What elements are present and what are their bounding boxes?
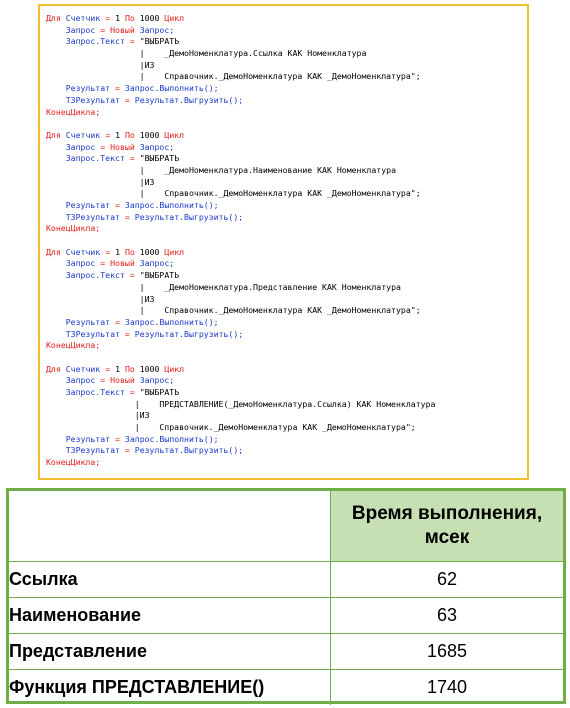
identifier-result: Результат [65, 83, 111, 94]
operator-assign: = [115, 316, 120, 327]
query-text: |ИЗ [139, 293, 155, 304]
keyword-new: Новый [110, 24, 135, 35]
identifier-result: Результат [65, 316, 111, 327]
keyword-loop: Цикл [164, 246, 185, 257]
operator-assign: = [129, 36, 135, 47]
operator-assign: = [124, 445, 130, 456]
code-line-query-body [46, 188, 527, 200]
timing-table [9, 491, 563, 705]
identifier-result: Результат [65, 433, 111, 444]
number-literal: 1 [115, 363, 120, 374]
operator-assign: = [124, 94, 130, 105]
query-text: | Справочник._ДемоНоменклатура КАК _ДемоНоменклатура"; [139, 188, 421, 199]
operator-assign: = [105, 129, 111, 140]
identifier-query: Запрос [65, 24, 96, 35]
operator-assign: = [124, 211, 130, 222]
operator-assign: = [129, 387, 135, 397]
identifier-query: Запрос [65, 258, 96, 269]
code-line-query-body [46, 71, 527, 83]
number-literal: 1 [115, 246, 120, 257]
code-line-new-query [46, 258, 527, 270]
keyword-for: Для [46, 13, 61, 23]
code-line-query-body [46, 60, 527, 72]
keyword-end-loop: КонецЦикла; [46, 223, 101, 234]
table-row [9, 562, 563, 598]
identifier-query: Запрос [65, 141, 96, 152]
method-execute: Запрос.Выполнить(); [124, 83, 219, 94]
code-listing [38, 4, 529, 480]
row-value: 62 [331, 562, 564, 598]
keyword-for: Для [46, 129, 61, 140]
code-line-for [46, 130, 527, 142]
method-execute: Запрос.Выполнить(); [124, 433, 219, 444]
code-line-end-loop [46, 223, 527, 235]
operator-assign: = [115, 200, 120, 210]
identifier-query-text: Запрос.Текст [65, 270, 125, 281]
keyword-end-loop: КонецЦикла; [46, 457, 101, 468]
keyword-new: Новый [110, 141, 135, 152]
keyword-new: Новый [110, 258, 135, 269]
query-text: |ИЗ [134, 410, 150, 421]
query-text: | Справочник._ДемоНоменклатура КАК _ДемоНоменклатура"; [134, 422, 416, 433]
identifier-query: Запрос [65, 375, 96, 386]
keyword-for: Для [46, 246, 61, 257]
code-line-new-query [46, 375, 527, 387]
method-unload: Результат.Выгрузить(); [134, 94, 244, 105]
row-label: Представление [9, 634, 331, 670]
code-line-new-query [46, 142, 527, 154]
operator-assign: = [100, 375, 106, 386]
code-line-query-text [46, 387, 527, 399]
operator-assign: = [105, 13, 111, 23]
identifier-query-type: Запрос; [139, 141, 175, 152]
results-table [6, 488, 566, 704]
query-text: | Справочник._ДемоНоменклатура КАК _ДемоНоменклатура"; [139, 71, 421, 82]
query-text: |ИЗ [139, 176, 155, 187]
code-line-query-body [46, 165, 527, 177]
operator-assign: = [129, 153, 135, 164]
row-label: Наименование [9, 598, 331, 634]
method-execute: Запрос.Выполнить(); [124, 316, 219, 327]
keyword-to: По [124, 246, 135, 257]
code-line-query-body [46, 282, 527, 294]
query-text: | _ДемоНоменклатура.Ссылка КАК Номенклатура [139, 48, 367, 59]
query-text: | _ДемоНоменклатура.Представление КАК Номенклатура [139, 281, 401, 292]
query-text: | _ДемоНоменклатура.Наименование КАК Номенклатура [139, 164, 396, 175]
keyword-end-loop: КонецЦикла; [46, 106, 101, 117]
code-line-for [46, 13, 527, 25]
code-line-new-query [46, 25, 527, 37]
code-line-query-body [46, 305, 527, 317]
operator-assign: = [129, 270, 135, 281]
table-row [9, 598, 563, 634]
code-blank-line [46, 235, 527, 247]
query-text: |ИЗ [139, 59, 155, 70]
code-line-unload [46, 329, 527, 341]
identifier-query-text: Запрос.Текст [65, 387, 125, 397]
code-line-unload [46, 445, 527, 457]
row-value: 1740 [331, 670, 564, 706]
keyword-loop: Цикл [164, 13, 185, 23]
code-line-execute [46, 200, 527, 212]
code-line-query-text [46, 270, 527, 282]
identifier-query-type: Запрос; [139, 24, 175, 35]
method-unload: Результат.Выгрузить(); [134, 445, 244, 456]
identifier-counter: Счетчик [65, 246, 101, 257]
identifier-table-result: ТЗРезультат [65, 445, 120, 456]
table-corner-cell [9, 491, 331, 562]
code-line-query-body [46, 294, 527, 306]
identifier-counter: Счетчик [65, 129, 101, 140]
code-line-unload [46, 95, 527, 107]
identifier-result: Результат [65, 200, 111, 210]
code-line-query-text [46, 36, 527, 48]
operator-assign: = [100, 141, 106, 152]
string-select: "ВЫБРАТЬ [139, 36, 180, 47]
row-value: 1685 [331, 634, 564, 670]
code-line-execute [46, 434, 527, 446]
operator-assign: = [100, 24, 106, 35]
code-line-query-body [46, 48, 527, 60]
keyword-to: По [124, 363, 135, 374]
code-line-query-body [46, 399, 527, 411]
keyword-end-loop: КонецЦикла; [46, 340, 101, 351]
number-literal: 1 [115, 129, 120, 140]
row-value: 63 [331, 598, 564, 634]
identifier-table-result: ТЗРезультат [65, 94, 120, 105]
operator-assign: = [105, 246, 111, 257]
code-line-query-body [46, 422, 527, 434]
operator-assign: = [115, 83, 120, 94]
string-select: "ВЫБРАТЬ [139, 387, 180, 397]
number-literal: 1000 [139, 13, 160, 23]
string-select: "ВЫБРАТЬ [139, 153, 180, 164]
query-text: | ПРЕДСТАВЛЕНИЕ(_ДемоНоменклатура.Ссылка) КАК Номенклатура [134, 398, 436, 409]
identifier-query-text: Запрос.Текст [65, 153, 125, 164]
keyword-loop: Цикл [164, 129, 185, 140]
identifier-counter: Счетчик [65, 13, 101, 23]
method-unload: Результат.Выгрузить(); [134, 328, 244, 339]
keyword-loop: Цикл [164, 363, 185, 374]
code-blank-line [46, 352, 527, 364]
code-line-end-loop [46, 107, 527, 119]
operator-assign: = [124, 328, 130, 339]
method-unload: Результат.Выгрузить(); [134, 211, 244, 222]
code-line-query-body [46, 177, 527, 189]
table-header-row [9, 491, 563, 562]
code-line-end-loop [46, 340, 527, 352]
code-line-end-loop [46, 457, 527, 469]
column-header-execution-time: Время выполнения, мсек [331, 491, 564, 562]
code-line-for [46, 364, 527, 376]
method-execute: Запрос.Выполнить(); [124, 200, 219, 210]
number-literal: 1000 [139, 246, 160, 257]
code-blank-line [46, 118, 527, 130]
keyword-for: Для [46, 363, 61, 374]
table-row [9, 670, 563, 706]
identifier-query-type: Запрос; [139, 375, 175, 386]
code-line-unload [46, 212, 527, 224]
identifier-counter: Счетчик [65, 363, 101, 374]
operator-assign: = [105, 363, 111, 374]
code-line-execute [46, 83, 527, 95]
keyword-to: По [124, 13, 135, 23]
operator-assign: = [115, 433, 120, 444]
code-line-execute [46, 317, 527, 329]
number-literal: 1 [115, 13, 120, 23]
row-label: Функция ПРЕДСТАВЛЕНИЕ() [9, 670, 331, 706]
keyword-to: По [124, 129, 135, 140]
code-line-for [46, 247, 527, 259]
identifier-query-type: Запрос; [139, 258, 175, 269]
identifier-query-text: Запрос.Текст [65, 36, 125, 47]
table-row [9, 634, 563, 670]
keyword-new: Новый [110, 375, 135, 386]
number-literal: 1000 [139, 129, 160, 140]
code-line-query-body [46, 410, 527, 422]
identifier-table-result: ТЗРезультат [65, 211, 120, 222]
row-label: Ссылка [9, 562, 331, 598]
string-select: "ВЫБРАТЬ [139, 270, 180, 281]
operator-assign: = [100, 258, 106, 269]
number-literal: 1000 [139, 363, 160, 374]
identifier-table-result: ТЗРезультат [65, 328, 120, 339]
code-line-query-text [46, 153, 527, 165]
query-text: | Справочник._ДемоНоменклатура КАК _ДемоНоменклатура"; [139, 305, 421, 316]
